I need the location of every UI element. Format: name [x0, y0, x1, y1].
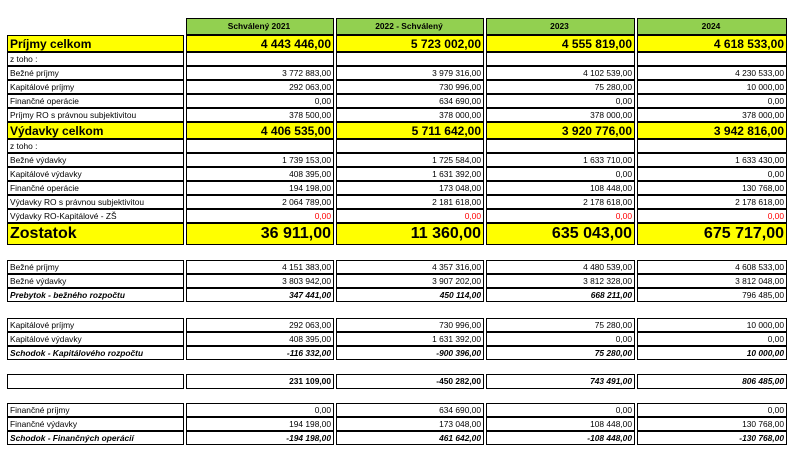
- row-kapitalove-prijmy: [7, 80, 787, 94]
- cell-2024[interactable]: 4 608 533,00: [637, 260, 787, 274]
- row-kapitalove-vydavky-2: [7, 332, 787, 346]
- cell-2021[interactable]: 408 395,00: [186, 167, 334, 181]
- cell-2022[interactable]: 730 996,00: [336, 318, 484, 332]
- header-cell-label[interactable]: [7, 18, 184, 35]
- header-cell-2022[interactable]: 2022 - Schválený: [336, 18, 484, 35]
- cell-label[interactable]: Bežné výdavky: [7, 274, 184, 288]
- header-cell-2024[interactable]: 2024: [637, 18, 787, 35]
- cell-2022[interactable]: 461 642,00: [336, 431, 484, 445]
- cell-2021[interactable]: 4 151 383,00: [186, 260, 334, 274]
- cell-2021[interactable]: 378 500,00: [186, 108, 334, 122]
- row-zostatok: [7, 223, 787, 245]
- cell-label[interactable]: Finančné príjmy: [7, 403, 184, 417]
- cell-2021[interactable]: [186, 52, 334, 66]
- cell-2021[interactable]: 3 772 883,00: [186, 66, 334, 80]
- cell-2021[interactable]: 194 198,00: [186, 417, 334, 431]
- row-vydavky-ro-kap-zs: [7, 209, 787, 223]
- cell-2022[interactable]: 173 048,00: [336, 417, 484, 431]
- cell-2024[interactable]: 806 485,00: [637, 374, 787, 389]
- cell-2023[interactable]: 0,00: [486, 94, 635, 108]
- cell-2022[interactable]: 4 357 316,00: [336, 260, 484, 274]
- cell-2024[interactable]: 4 618 533,00: [637, 35, 787, 52]
- header-cell-2021[interactable]: Schválený 2021: [186, 18, 334, 35]
- cell-2024[interactable]: 130 768,00: [637, 417, 787, 431]
- cell-label[interactable]: Prebytok - bežného rozpočtu: [7, 288, 184, 302]
- cell-2023[interactable]: 4 480 539,00: [486, 260, 635, 274]
- cell-2023[interactable]: 108 448,00: [486, 417, 635, 431]
- cell-2021[interactable]: 347 441,00: [186, 288, 334, 302]
- cell-label[interactable]: Finančné operácie: [7, 94, 184, 108]
- cell-2024[interactable]: 1 633 430,00: [637, 153, 787, 167]
- cell-2024[interactable]: 3 942 816,00: [637, 122, 787, 139]
- cell-2024[interactable]: 4 230 533,00: [637, 66, 787, 80]
- cell-2021[interactable]: 0,00: [186, 209, 334, 223]
- cell-label[interactable]: Zostatok: [7, 223, 184, 245]
- cell-2022[interactable]: 450 114,00: [336, 288, 484, 302]
- cell-2024[interactable]: 2 178 618,00: [637, 195, 787, 209]
- cell-2021[interactable]: [186, 139, 334, 153]
- row-financne-operacie: [7, 94, 787, 108]
- cell-label[interactable]: Príjmy RO s právnou subjektivitou: [7, 108, 184, 122]
- cell-2024[interactable]: 796 485,00: [637, 288, 787, 302]
- row-vydavky-celkom: [7, 122, 787, 139]
- row-bezne-vydavky: [7, 153, 787, 167]
- cell-2024[interactable]: 0,00: [637, 167, 787, 181]
- cell-2022[interactable]: 3 907 202,00: [336, 274, 484, 288]
- cell-2021[interactable]: 36 911,00: [186, 223, 334, 245]
- cell-label[interactable]: Výdavky RO s právnou subjektivitou: [7, 195, 184, 209]
- cell-2022[interactable]: 1 631 392,00: [336, 332, 484, 346]
- cell-2021[interactable]: 4 443 446,00: [186, 35, 334, 52]
- cell-label[interactable]: Kapitálové príjmy: [7, 80, 184, 94]
- cell-2023[interactable]: 0,00: [486, 209, 635, 223]
- row-prijmy-ro: [7, 108, 787, 122]
- cell-2023[interactable]: 75 280,00: [486, 318, 635, 332]
- cell-2021[interactable]: 4 406 535,00: [186, 122, 334, 139]
- cell-2023[interactable]: 378 000,00: [486, 108, 635, 122]
- cell-2024[interactable]: 378 000,00: [637, 108, 787, 122]
- cell-2021[interactable]: 1 739 153,00: [186, 153, 334, 167]
- cell-2021[interactable]: -194 198,00: [186, 431, 334, 445]
- cell-2022[interactable]: 173 048,00: [336, 181, 484, 195]
- row-financne-vydavky: [7, 417, 787, 431]
- cell-label[interactable]: Finančné operácie: [7, 181, 184, 195]
- row-schodok-financnych: [7, 431, 787, 445]
- cell-2024[interactable]: 10 000,00: [637, 318, 787, 332]
- cell-2023[interactable]: 75 280,00: [486, 80, 635, 94]
- cell-2023[interactable]: 668 211,00: [486, 288, 635, 302]
- cell-2024[interactable]: [637, 139, 787, 153]
- cell-2023[interactable]: 3 920 776,00: [486, 122, 635, 139]
- cell-2022[interactable]: 634 690,00: [336, 403, 484, 417]
- cell-2023[interactable]: 0,00: [486, 403, 635, 417]
- row-bezne-prijmy-2: [7, 260, 787, 274]
- cell-label[interactable]: Schodok - Kapitálového rozpočtu: [7, 346, 184, 360]
- row-kapitalove-prijmy-2: [7, 318, 787, 332]
- cell-label[interactable]: Bežné príjmy: [7, 260, 184, 274]
- cell-2022[interactable]: 3 979 316,00: [336, 66, 484, 80]
- row-prijmy-celkom: [7, 35, 787, 52]
- cell-2022[interactable]: [336, 52, 484, 66]
- cell-2024[interactable]: -130 768,00: [637, 431, 787, 445]
- cell-label[interactable]: Bežné príjmy: [7, 66, 184, 80]
- cell-2023[interactable]: 635 043,00: [486, 223, 635, 245]
- cell-label[interactable]: [7, 374, 184, 389]
- cell-2023[interactable]: 2 178 618,00: [486, 195, 635, 209]
- row-kapitalove-vydavky: [7, 167, 787, 181]
- cell-label[interactable]: Príjmy celkom: [7, 35, 184, 52]
- cell-2022[interactable]: 5 711 642,00: [336, 122, 484, 139]
- cell-2021[interactable]: 2 064 789,00: [186, 195, 334, 209]
- cell-label[interactable]: Schodok - Finančných operácií: [7, 431, 184, 445]
- cell-2024[interactable]: 10 000,00: [637, 80, 787, 94]
- cell-2023[interactable]: 743 491,00: [486, 374, 635, 389]
- cell-2024[interactable]: [637, 52, 787, 66]
- cell-2022[interactable]: 1 631 392,00: [336, 167, 484, 181]
- cell-2022[interactable]: 378 000,00: [336, 108, 484, 122]
- cell-label[interactable]: Finančné výdavky: [7, 417, 184, 431]
- cell-2024[interactable]: 0,00: [637, 332, 787, 346]
- cell-2021[interactable]: 0,00: [186, 403, 334, 417]
- cell-2023[interactable]: 108 448,00: [486, 181, 635, 195]
- row-financne-operacie-vyd: [7, 181, 787, 195]
- cell-label[interactable]: Kapitálové výdavky: [7, 167, 184, 181]
- cell-2021[interactable]: 408 395,00: [186, 332, 334, 346]
- row-vydavky-ro: [7, 195, 787, 209]
- cell-label[interactable]: z toho :: [7, 52, 184, 66]
- cell-2022[interactable]: 730 996,00: [336, 80, 484, 94]
- cell-label[interactable]: z toho :: [7, 139, 184, 153]
- cell-2022[interactable]: 2 181 618,00: [336, 195, 484, 209]
- cell-2023[interactable]: 4 102 539,00: [486, 66, 635, 80]
- cell-label[interactable]: Výdavky celkom: [7, 122, 184, 139]
- cell-2022[interactable]: -900 396,00: [336, 346, 484, 360]
- cell-2022[interactable]: -450 282,00: [336, 374, 484, 389]
- cell-2024[interactable]: 130 768,00: [637, 181, 787, 195]
- cell-2022[interactable]: [336, 139, 484, 153]
- row-prebytok-bezneho: [7, 288, 787, 302]
- cell-2021[interactable]: 292 063,00: [186, 80, 334, 94]
- cell-2022[interactable]: 0,00: [336, 209, 484, 223]
- cell-2021[interactable]: 0,00: [186, 94, 334, 108]
- cell-label[interactable]: Kapitálové príjmy: [7, 318, 184, 332]
- cell-2021[interactable]: 3 803 942,00: [186, 274, 334, 288]
- row-z-toho: [7, 52, 787, 66]
- cell-2021[interactable]: 194 198,00: [186, 181, 334, 195]
- row-bezne-prijmy: [7, 66, 787, 80]
- row-financne-prijmy: [7, 403, 787, 417]
- cell-2023[interactable]: 75 280,00: [486, 346, 635, 360]
- cell-2024[interactable]: 10 000,00: [637, 346, 787, 360]
- header-row: [7, 18, 787, 35]
- cell-2024[interactable]: 3 812 048,00: [637, 274, 787, 288]
- header-cell-2023[interactable]: 2023: [486, 18, 635, 35]
- cell-2022[interactable]: 1 725 584,00: [336, 153, 484, 167]
- row-schodok-kapitaloveho: [7, 346, 787, 360]
- cell-label[interactable]: Výdavky RO-Kapitálové - ZŠ: [7, 209, 184, 223]
- cell-2023[interactable]: [486, 52, 635, 66]
- cell-2023[interactable]: 4 555 819,00: [486, 35, 635, 52]
- cell-label[interactable]: Kapitálové výdavky: [7, 332, 184, 346]
- cell-2021[interactable]: 231 109,00: [186, 374, 334, 389]
- cell-2023[interactable]: 0,00: [486, 332, 635, 346]
- cell-2022[interactable]: 634 690,00: [336, 94, 484, 108]
- cell-2024[interactable]: 675 717,00: [637, 223, 787, 245]
- cell-2023[interactable]: 1 633 710,00: [486, 153, 635, 167]
- row-z-toho-2: [7, 139, 787, 153]
- cell-2023[interactable]: 0,00: [486, 167, 635, 181]
- cell-2024[interactable]: 0,00: [637, 403, 787, 417]
- cell-2023[interactable]: 3 812 328,00: [486, 274, 635, 288]
- cell-2024[interactable]: 0,00: [637, 94, 787, 108]
- cell-label[interactable]: Bežné výdavky: [7, 153, 184, 167]
- cell-2023[interactable]: [486, 139, 635, 153]
- cell-2021[interactable]: -116 332,00: [186, 346, 334, 360]
- row-bezne-vydavky-2: [7, 274, 787, 288]
- cell-2023[interactable]: -108 448,00: [486, 431, 635, 445]
- row-spolu: [7, 374, 787, 389]
- cell-2024[interactable]: 0,00: [637, 209, 787, 223]
- cell-2021[interactable]: 292 063,00: [186, 318, 334, 332]
- cell-2022[interactable]: 5 723 002,00: [336, 35, 484, 52]
- cell-2022[interactable]: 11 360,00: [336, 223, 484, 245]
